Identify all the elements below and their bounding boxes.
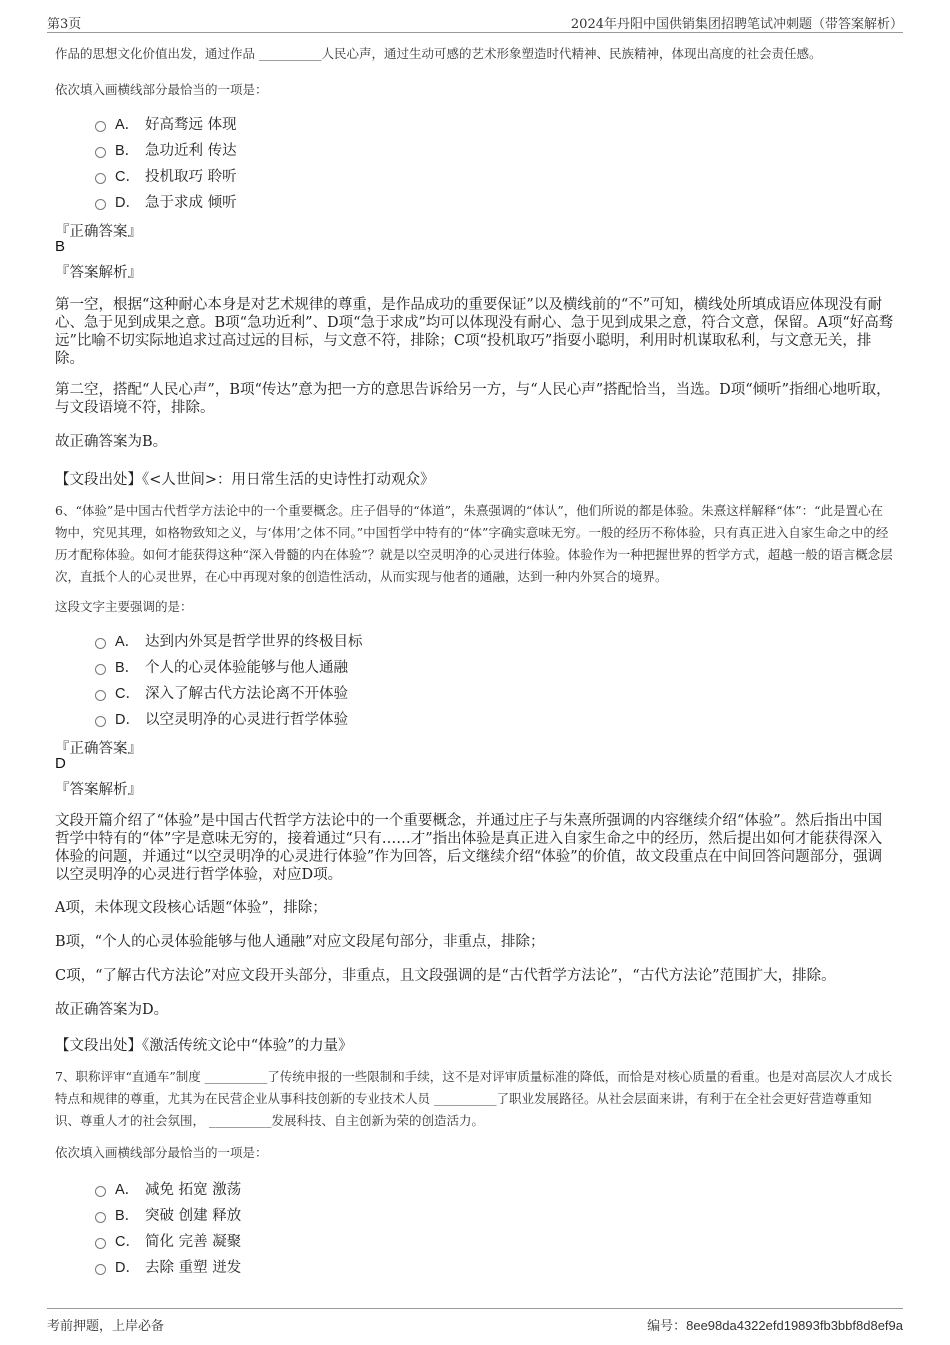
q5-answer-label: 『正确答案』 xyxy=(55,224,142,240)
q6-analysis-5: 故正确答案为D。 xyxy=(55,1002,169,1018)
q7-option-c[interactable]: C． 简化 完善 凝聚 xyxy=(95,1227,595,1253)
radio-icon[interactable] xyxy=(95,1238,106,1249)
q6-source: 【文段出处】《激活传统文论中“体验”的力量》 xyxy=(55,1038,353,1054)
q7-option-d[interactable]: D． 去除 重塑 迸发 xyxy=(95,1253,595,1279)
q5-option-a[interactable]: A． 好高骛远 体现 xyxy=(95,110,595,136)
q7-option-b[interactable]: B． 突破 创建 释放 xyxy=(95,1201,595,1227)
radio-icon[interactable] xyxy=(95,1186,106,1197)
radio-icon[interactable] xyxy=(95,121,106,132)
page-footer xyxy=(47,1308,903,1333)
radio-icon[interactable] xyxy=(95,199,106,210)
page-number: 第3页 xyxy=(47,17,82,32)
q6-answer-label: 『正确答案』 xyxy=(55,741,142,757)
radio-icon[interactable] xyxy=(95,664,106,675)
document-id-label: 编号： xyxy=(647,1319,687,1334)
radio-icon[interactable] xyxy=(95,638,106,649)
q7-option-a[interactable]: A． 减免 拓宽 激荡 xyxy=(95,1175,595,1201)
document-id-value: 8ee98da4322efd19893fb3bbf8d8ef9a xyxy=(686,1318,903,1333)
q6-option-b[interactable]: B． 个人的心灵体验能够与他人通融 xyxy=(95,653,595,679)
q6-options xyxy=(95,627,595,731)
page-header xyxy=(47,10,903,33)
q5-analysis-3: 故正确答案为B。 xyxy=(55,434,168,450)
q5-option-b[interactable]: B． 急功近利 传达 xyxy=(95,136,595,162)
q5-option-d[interactable]: D． 急于求成 倾听 xyxy=(95,188,595,214)
radio-icon[interactable] xyxy=(95,1264,106,1275)
document-id xyxy=(647,1315,903,1334)
q6-option-d[interactable]: D． 以空灵明净的心灵进行哲学体验 xyxy=(95,705,595,731)
q7-options xyxy=(95,1175,595,1279)
q6-analysis-1: 文段开篇介绍了“体验”是中国古代哲学方法论中的一个重要概念，并通过庄子与朱熹所强调的内容继续介绍“体验”。然后指出中国哲学中特有的“体”字是意味无穷的，接着通过“只有……才”指出体验是真正进入自家生命之中的经历，然后提出如何才能获得深入体验的问题，并通过“以空灵明净的心灵进行体验”作为回答，后文继续介绍“体验”的价值，故文段重点在中间回答问题部分，强调以空灵明净的心灵进行哲学体验，对应D项。 xyxy=(55,813,883,883)
radio-icon[interactable] xyxy=(95,147,106,158)
radio-icon[interactable] xyxy=(95,716,106,727)
q5-source: 【文段出处】《<人世间>：用日常生活的史诗性打动观众》 xyxy=(55,472,435,488)
q6-stem: 6、“体验”是中国古代哲学方法论中的一个重要概念。庄子倡导的“体道”，朱熹强调的“体认”，他们所说的都是体验。朱熹这样解释“体”：“此是置心在物中，究见其理，如格物致知之义，与‘体用’之体不同。”中国哲学中特有的“体”字确实意味无穷。一般的经历不称体验，只有真正进入自家生命之中的经历才配称体验。如何才能获得这种“深入骨髓的内在体验”？就是以空灵明净的心灵进行体验。体验作为一种把握世界的哲学方式，超越一般的语言概念层次，直抵个人的心灵世界，在心中再现对象的创造性活动，从而实现与他者的通融，达到一种内外冥合的境界。 xyxy=(55,503,893,584)
radio-icon[interactable] xyxy=(95,173,106,184)
q7-prompt: 依次填入画横线部分最恰当的一项是： xyxy=(55,1145,268,1160)
q5-option-c[interactable]: C． 投机取巧 聆听 xyxy=(95,162,595,188)
q5-answer: B xyxy=(55,238,66,255)
q5-prompt: 依次填入画横线部分最恰当的一项是： xyxy=(55,82,268,97)
document-title: 2024年丹阳中国供销集团招聘笔试冲刺题（带答案解析） xyxy=(570,17,903,32)
q6-analysis-2: A项，未体现文段核心话题“体验”，排除； xyxy=(55,900,327,916)
q7-stem: 7、职称评审“直通车”制度 __________了传统申报的一些限制和手续，这不是对评审质量标准的降低，而恰是对核心质量的看重。也是对高层次人才成长特点和规律的尊重，尤其为在民营企业从事科技创新的专业技术人员 __________了职业发展路径。从社会层面来讲，有利于在全社会更好营造尊重知识、尊重人才的社会氛围， __________发展科技、自主创新为荣的创造活力。 xyxy=(55,1069,893,1128)
q6-analysis-label: 『答案解析』 xyxy=(55,782,142,798)
q6-answer: D xyxy=(55,755,66,772)
q6-analysis-4: C项，“了解古代方法论”对应文段开头部分，非重点，且文段强调的是“古代哲学方法论”，“古代方法论”范围扩大，排除。 xyxy=(55,968,836,984)
q6-option-a[interactable]: A． 达到内外冥是哲学世界的终极目标 xyxy=(95,627,595,653)
q5-analysis-1: 第一空，根据“这种耐心本身是对艺术规律的尊重，是作品成功的重要保证”以及横线前的“不”可知，横线处所填成语应体现没有耐心、急于见到成果之意。B项“急功近利”、D项“急于求成”均可以体现没有耐心、急于见到成果之意，符合文意，保留。A项“好高骛远”比喻不切实际地追求过高过远的目标，与文意不符，排除；C项“投机取巧”指耍小聪明，利用时机谋取私利，与文意无关，排除。 xyxy=(55,297,894,367)
q6-option-c[interactable]: C． 深入了解古代方法论离不开体验 xyxy=(95,679,595,705)
q6-analysis-3: B项，“个人的心灵体验能够与他人通融”对应文段尾句部分，非重点，排除； xyxy=(55,934,545,950)
q5-options xyxy=(95,110,595,214)
radio-icon[interactable] xyxy=(95,1212,106,1223)
q6-prompt: 这段文字主要强调的是： xyxy=(55,599,193,614)
q5-analysis-label: 『答案解析』 xyxy=(55,265,142,281)
radio-icon[interactable] xyxy=(95,690,106,701)
q5-stem-tail: 作品的思想文化价值出发，通过作品 __________人民心声，通过生动可感的艺术形象塑造时代精神、民族精神，体现出高度的社会责任感。 xyxy=(55,46,822,61)
footer-slogan: 考前押题，上岸必备 xyxy=(47,1319,165,1334)
q5-analysis-2: 第二空，搭配“人民心声”，B项“传达”意为把一方的意思告诉给另一方，与“人民心声”搭配恰当，当选。D项“倾听”指细心地听取，与文段语境不符，排除。 xyxy=(55,382,891,416)
